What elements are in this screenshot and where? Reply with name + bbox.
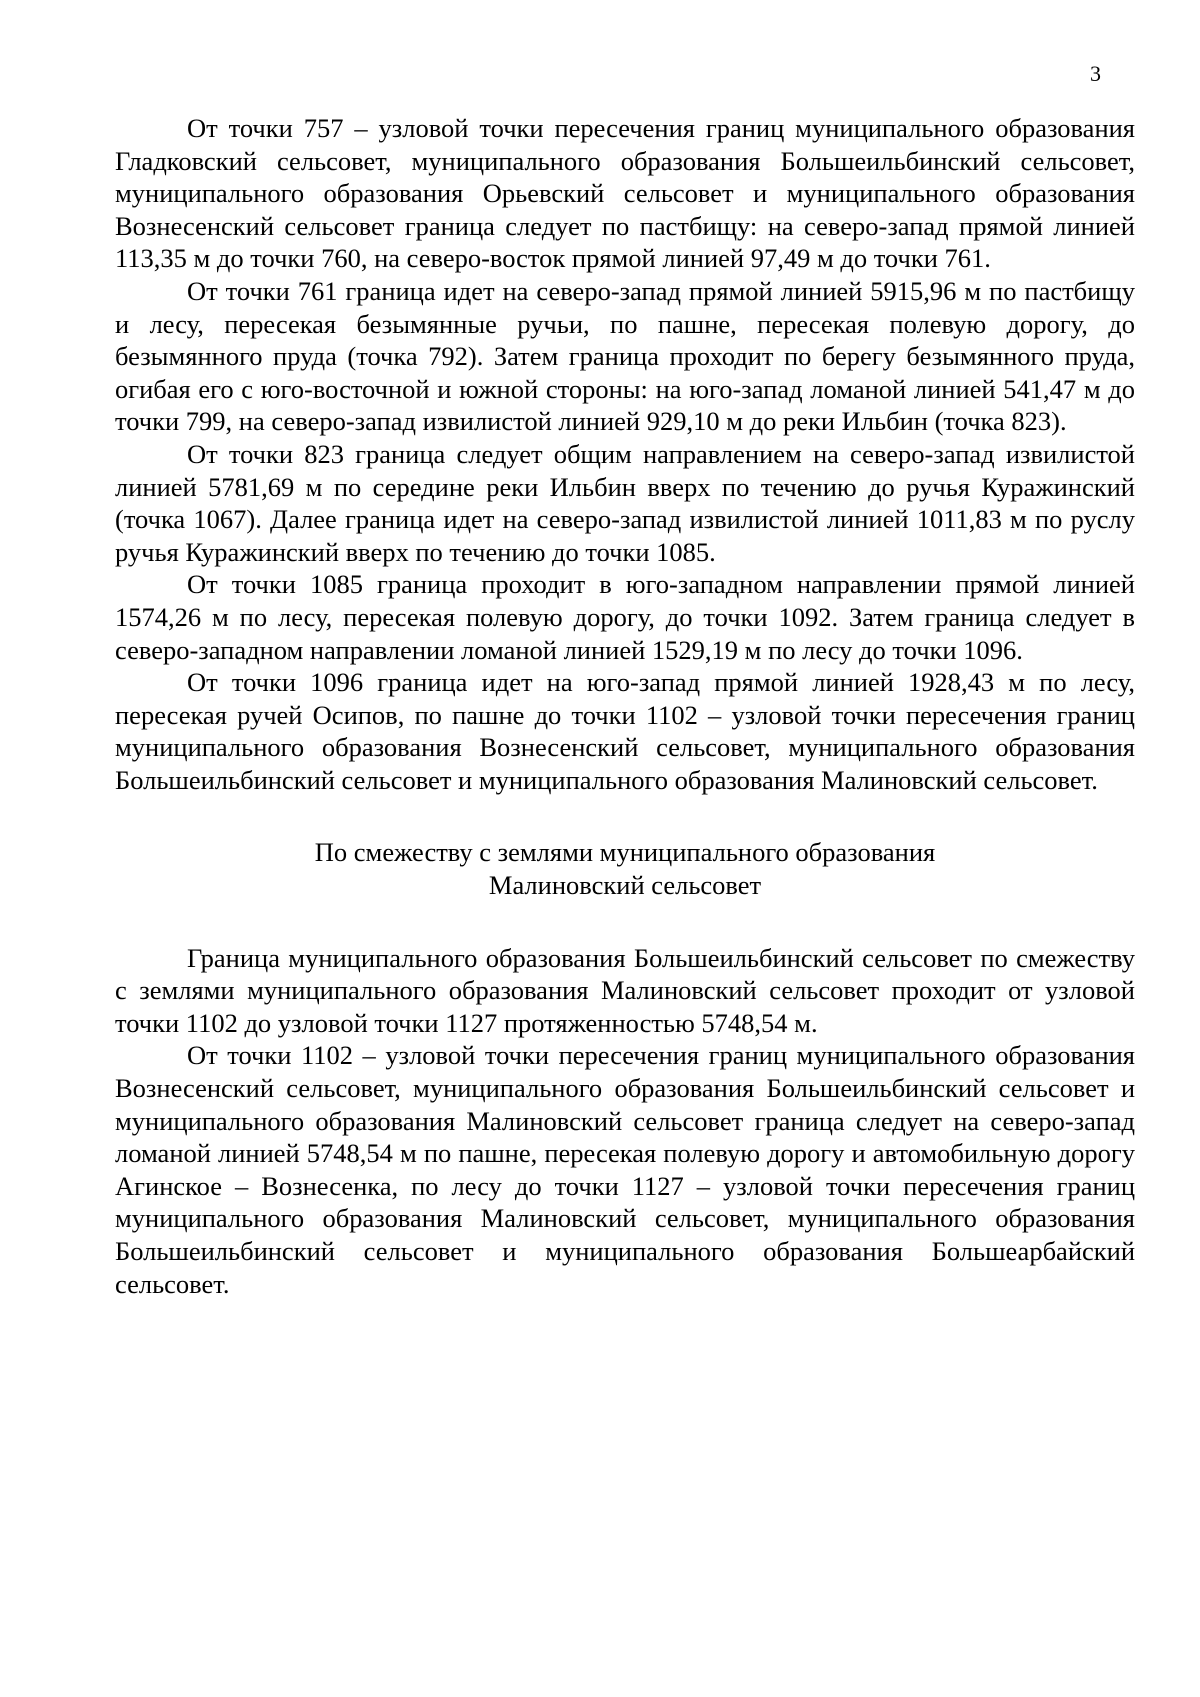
paragraph: От точки 757 – узловой точки пересечения границ муниципального образования Гладковский сельсовет, муниципального образования Большеильбинский сельсовет, муниципального образования Орьевский сельсовет и муниципального образования Вознесенский сельсовет граница следует по пастбищу: на северо-запад прямой линией 113,35 м до точки 760, на северо-восток прямой линией 97,49 м до точки 761. <box>115 113 1135 274</box>
paragraph: От точки 761 граница идет на северо-запад прямой линией 5915,96 м по пастбищу и лесу, пересекая безымянные ручьи, по пашне, пересекая полевую дорогу, до безымянного пруда (точка 792). Затем граница проходит по берегу безымянного пруда, огибая его с юго-восточной и южной стороны: на юго-запад ломаной линией 541,47 м до точки 799, на северо-запад извилистой линией 929,10 м до реки Ильбин (точка 823). <box>115 275 1135 437</box>
paragraph: Граница муниципального образования Большеильбинский сельсовет по смежеству с землями муниципального образования Малиновский сельсовет проходит от узловой точки 1102 до узловой точки 1127 протяженностью 5748,54 м. <box>115 942 1135 1038</box>
section-heading-line-2: Малиновский сельсовет <box>488 870 762 901</box>
paragraph: От точки 1085 граница проходит в юго-западном направлении прямой линией 1574,26 м по лесу, пересекая полевую дорогу, до точки 1092. Затем граница следует в северо-западном направлении ломаной линией 1529,19 м по лесу до точки 1096. <box>115 569 1135 665</box>
document-body <box>115 112 1135 1300</box>
page-number: 3 <box>1090 61 1101 86</box>
section-heading <box>115 836 1135 901</box>
paragraph: От точки 1102 – узловой точки пересечения границ муниципального образования Вознесенский сельсовет, муниципального образования Большеильбинский сельсовет и муниципального образования Малиновский сельсовет граница следует на северо-запад ломаной линией 5748,54 м по пашне, пересекая полевую дорогу и автомобильную дорогу Агинское – Вознесенка, по лесу до точки 1127 – узловой точки пересечения границ муниципального образования Малиновский сельсовет, муниципального образования Большеильбинский сельсовет и муниципального образования Большеарбайский сельсовет. <box>115 1040 1135 1299</box>
section-heading-line-1: По смежеству с землями муниципального образования <box>314 837 936 868</box>
paragraph: От точки 1096 граница идет на юго-запад прямой линией 1928,43 м по лесу, пересекая ручей Осипов, по пашне до точки 1102 – узловой точки пересечения границ муниципального образования Вознесенский сельсовет, муниципального образования Большеильбинский сельсовет и муниципального образования Малиновский сельсовет. <box>115 667 1135 795</box>
paragraph: От точки 823 граница следует общим направлением на северо-запад извилистой линией 5781,69 м по середине реки Ильбин вверх по течению до ручья Куражинский (точка 1067). Далее граница идет на северо-запад извилистой линией 1011,83 м по руслу ручья Куражинский вверх по течению до точки 1085. <box>115 438 1135 567</box>
